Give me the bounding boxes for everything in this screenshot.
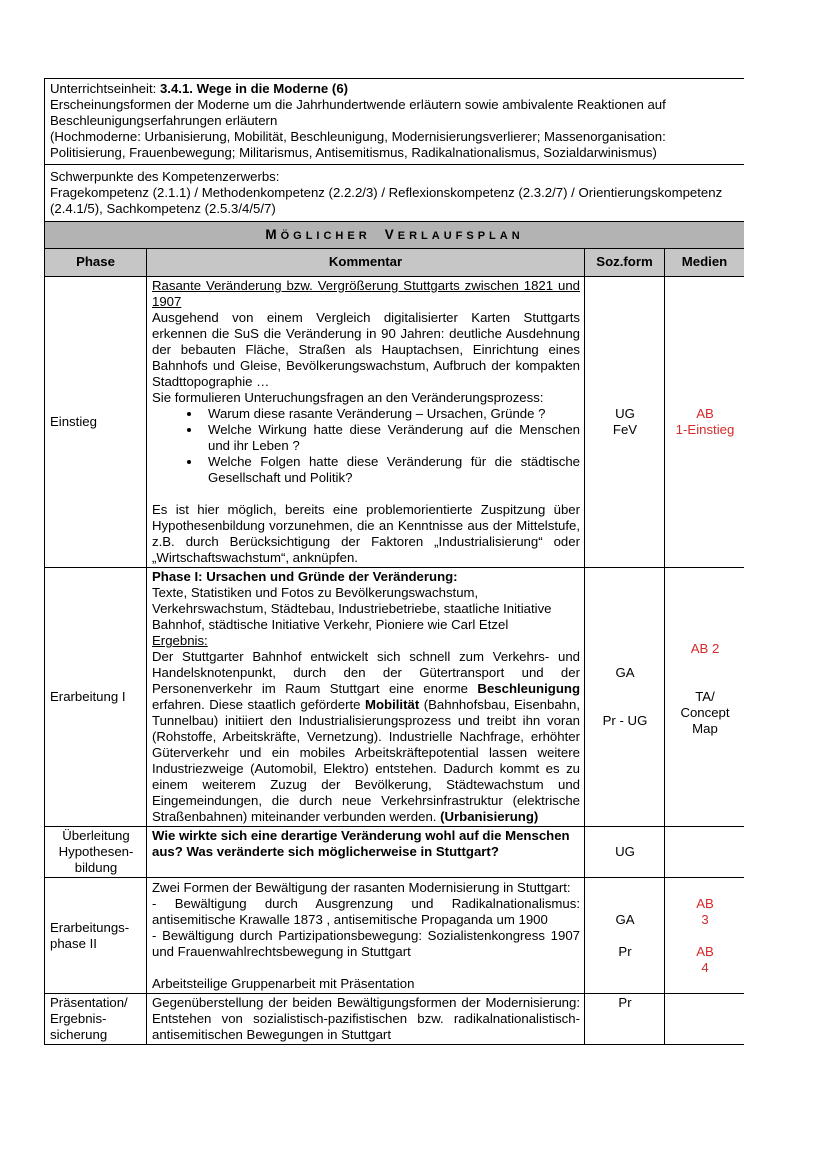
- list-item: • Welche Folgen hatte diese Veränderung für die städtische Gesellschaft und Politik?: [202, 454, 580, 486]
- unit-description: Erscheinungsformen der Moderne um die Jahrhundertwende erläutern sowie ambivalente Reaktionen auf Beschleunigungserfahrungen erläutern: [50, 97, 666, 128]
- table-row-erarbeitung-2: [45, 878, 745, 994]
- phase-cell: Präsentation/ Ergebnis- sicherung: [45, 994, 147, 1045]
- question-list: [152, 406, 580, 486]
- sozform-cell: Pr: [585, 994, 665, 1045]
- medien-cell: [665, 827, 745, 878]
- medien-cell: AB 2 TA/ Concept Map: [665, 568, 745, 827]
- table-row-praesentation: [45, 994, 745, 1045]
- comment-paragraph: Texte, Statistiken und Fotos zu Bevölkerungswachstum, Verkehrswachstum, Städtebau, Industriebetriebe, staatliche Initiative Bahnhof, städtische Initiative Verkehr, Pioniere wie Carl Etzel: [152, 585, 552, 632]
- lesson-plan-table: [44, 78, 744, 1045]
- comment-heading: Rasante Veränderung bzw. Vergrößerung Stuttgarts zwischen 1821 und 1907: [152, 278, 580, 309]
- column-header-row: [45, 249, 745, 277]
- phase-cell: Erarbeitungs- phase II: [45, 878, 147, 994]
- phase-cell: Überleitung Hypothesen- bildung: [45, 827, 147, 878]
- hypothesis-question: Wie wirkte sich eine derartige Veränderung wohl auf die Menschen aus? Was veränderte sich möglicherweise in Stuttgart?: [152, 828, 570, 859]
- sozform-cell: GA Pr: [585, 878, 665, 994]
- comment-paragraph: Ausgehend von einem Vergleich digitalisierter Karten Stuttgarts erkennen die SuS die Veränderung in 90 Jahren: deutliche Ausdehnung der bebauten Fläche, Straßen als Hauptachsen, Einrichtung eines Bahnhofs und Gleise, Bevölkerungswachstum, Aufbruch der kompakten Stadttopographie …: [152, 310, 580, 389]
- competence-row: [45, 165, 745, 222]
- medien-cell: [665, 994, 745, 1045]
- competence-text: Fragekompetenz (2.1.1) / Methodenkompetenz (2.2.2/3) / Reflexionskompetenz (2.3.2/7) / Orientierungskompetenz (2.4.1/5), Sachkompetenz (2.5.3/4/5/7): [50, 185, 723, 216]
- sozform-cell: UG: [585, 827, 665, 878]
- unit-header-cell: [45, 79, 745, 165]
- list-item: • Warum diese rasante Veränderung – Ursachen, Gründe ?: [202, 406, 580, 422]
- comment-cell: Gegenüberstellung der beiden Bewältigungsformen der Modernisierung: Entstehen von sozialistisch-pazifistischen bzw. radikalnationalistisch-antisemitischen Bewegungen in Stuttgart: [147, 994, 585, 1045]
- result-label: Ergebnis:: [152, 633, 208, 648]
- competence-cell: [45, 165, 745, 222]
- unit-header-row: [45, 79, 745, 165]
- comment-cell: [147, 827, 585, 878]
- table-row-erarbeitung-1: [45, 568, 745, 827]
- phase-cell: Erarbeitung I: [45, 568, 147, 827]
- plan-title: MÖGLICHER VERLAUFSPLAN: [45, 222, 745, 249]
- plan-title-row: [45, 222, 745, 249]
- medien-cell: AB 1-Einstieg: [665, 277, 745, 568]
- table-row-ueberleitung: [45, 827, 745, 878]
- comment-paragraph: Es ist hier möglich, bereits eine problemorientierte Zuspitzung über Hypothesenbildung vorzunehmen, die an Kenntnisse aus der Mittelstufe, z.B. durch Berücksichtigung der Faktoren „Industrialisierung“ oder „Wirtschaftswachstum“, anknüpfen.: [152, 502, 580, 565]
- competence-label: Schwerpunkte des Kompetenzerwerbs:: [50, 169, 280, 184]
- page: [44, 78, 744, 1080]
- column-header-kommentar: Kommentar: [147, 249, 585, 277]
- column-header-sozform: Soz.form: [585, 249, 665, 277]
- medien-cell: AB 3 AB 4: [665, 878, 745, 994]
- comment-cell: Zwei Formen der Bewältigung der rasanten Modernisierung in Stuttgart: - Bewältigung durch Ausgrenzung und Radikalnationalismus: antisemitische Krawalle 1873 , antisemitische Propaganda um 1900 - Bewältigung durch Partizipationsbewegung: Sozialistenkongress 1907 und Frauenwahlrechtsbewegung in Stuttgart Arbeitsteilige Gruppenarbeit mit Präsentation: [147, 878, 585, 994]
- phase-cell: Einstieg: [45, 277, 147, 568]
- unit-title: 3.4.1. Wege in die Moderne (6): [159, 81, 349, 96]
- column-header-phase: Phase: [45, 249, 147, 277]
- unit-label: Unterrichtseinheit:: [50, 81, 160, 96]
- comment-heading: Phase I: Ursachen und Gründe der Veränderung:: [152, 569, 458, 584]
- sozform-cell: GA Pr - UG: [585, 568, 665, 827]
- table-row-einstieg: [45, 277, 745, 568]
- unit-topics: (Hochmoderne: Urbanisierung, Mobilität, Beschleunigung, Modernisierungsverlierer; Massenorganisation: Politisierung, Frauenbewegung; Militarismus, Antisemitismus, Radikalnationalismus, Sozialdarwinismus): [50, 129, 666, 160]
- list-item: • Welche Wirkung hatte diese Veränderung auf die Menschen und ihr Leben ?: [202, 422, 580, 454]
- comment-paragraph: Sie formulieren Unteruchungsfragen an den Veränderungsprozess:: [152, 390, 544, 405]
- sozform-cell: UG FeV: [585, 277, 665, 568]
- column-header-medien: Medien: [665, 249, 745, 277]
- comment-cell: [147, 277, 585, 568]
- comment-cell: Phase I: Ursachen und Gründe der Veränderung: Texte, Statistiken und Fotos zu Bevölkerungswachstum, Verkehrswachstum, Städtebau, Industriebetriebe, staatliche Initiative Bahnhof, städtische Initiative Verkehr, Pioniere wie Carl Etzel Ergebnis: Der Stuttgarter Bahnhof entwickelt sich schnell zum Verkehrs- und Handelsknotenpunkt, durch den der Gütertransport und der Personenverkehr im Raum Stuttgart eine enorme Beschleunigung erfahren. Diese staatlich geförderte Mobilität (Bahnhofsbau, Eisenbahn, Tunnelbau) initiiert den Industrialisierungsprozess und treibt ihn voran (Rohstoffe, Arbeitskräfte, Vernetzung). Industrielle Nachfrage, erhöhter Güterverkehr und ein mobiles Arbeitskräftepotential lassen weitere Industriezweige (Automobil, Elektro) entstehen. Dadurch kommt es zu einem weiterem Zuzug der Bevölkerung, Städtewachstum und Eingemeindungen, die durch neue Verkehrsinfrastruktur (elektrische Straßenbahnen) miteinander verbunden werden. (Urbanisierung): [147, 568, 585, 827]
